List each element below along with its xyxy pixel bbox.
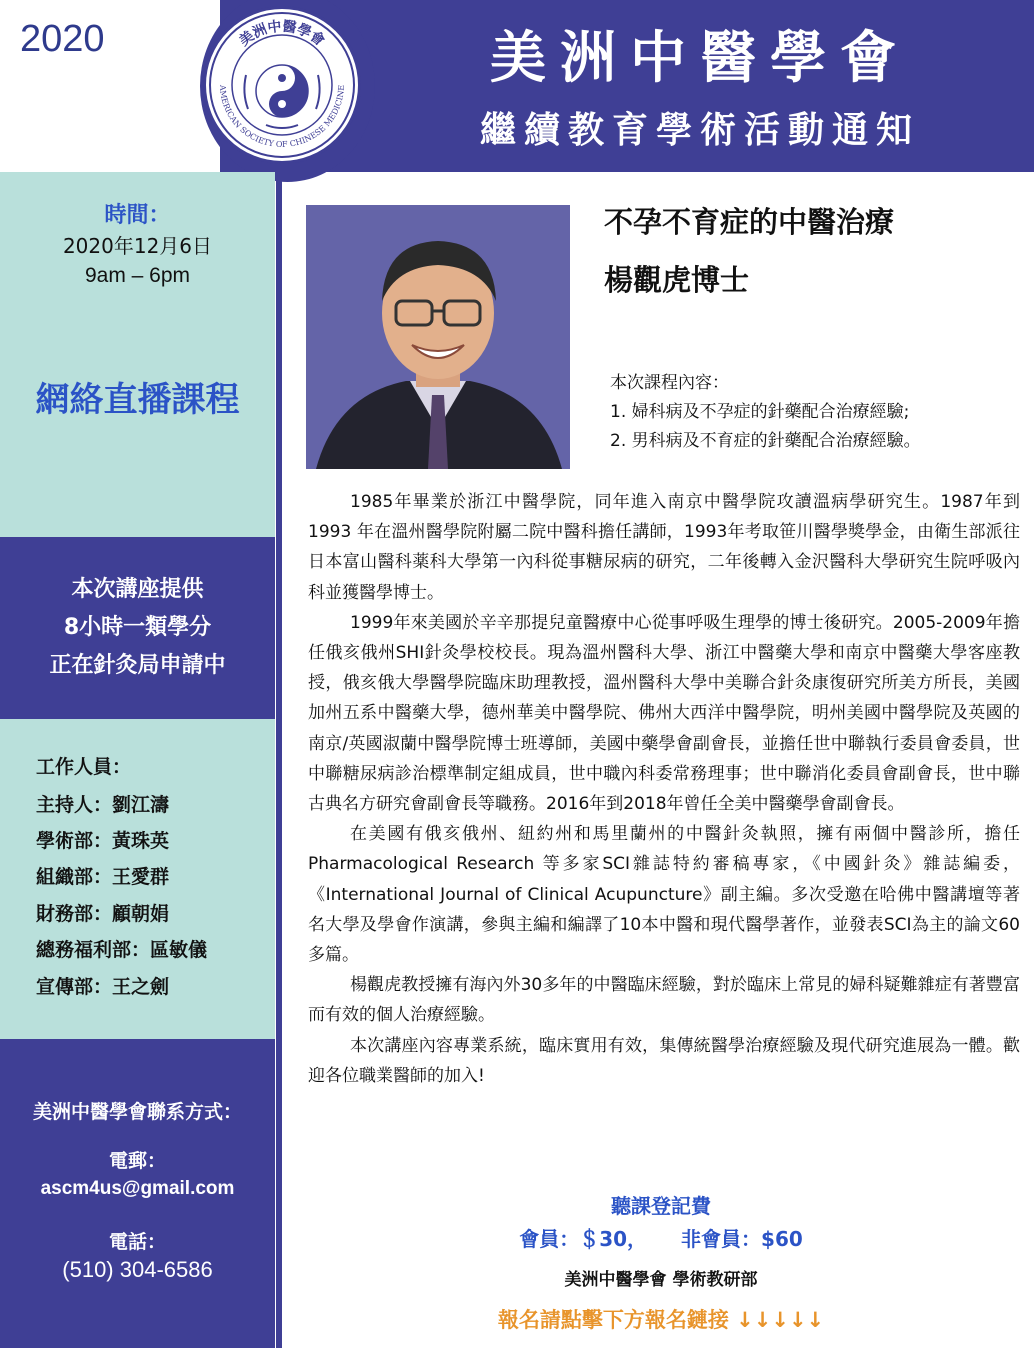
fee-line	[296, 1223, 1026, 1252]
speaker-name: 楊觀虎博士	[604, 263, 750, 297]
header-title: 美洲中醫學會	[490, 26, 910, 91]
staff-item: 總務福利部：區敏儀	[36, 939, 208, 961]
signup-link[interactable]: 報名請點擊下方報名鏈接 ↓↓↓↓↓	[497, 1308, 825, 1332]
speaker-bio	[308, 487, 1020, 1091]
event-hours: 9am – 6pm	[84, 264, 191, 287]
sidebar-divider	[276, 172, 282, 1348]
bio-paragraph: 1985年畢業於浙江中醫學院，同年進入南京中醫學院攻讀溫病學研究生。1987年到1993 年在溫州醫學院附屬二院中醫科擔任講師，1993年考取笹川醫學獎學金，由衛生部派往日本富山醫科薬科大學第一內科從事糖尿病的研究，二年後轉入金沢醫科大學研究生院呼吸內科並獲醫學博士。	[308, 492, 1020, 603]
course-title: 不孕不育症的中醫治療	[604, 205, 895, 239]
staff-item: 主持人：劉江濤	[36, 794, 170, 816]
credit-line: 正在針灸局申請中	[49, 653, 226, 678]
staff-item: 宣傳部：王之劍	[36, 976, 170, 998]
bio-paragraph: 本次講座內容專業系統，臨床實用有效，集傳統醫學治療經驗及現代研究進展為一體。歡迎各位職業醫師的加入!	[308, 1035, 1020, 1086]
speaker-portrait-icon	[306, 205, 570, 469]
phone-label: 電話：	[108, 1231, 166, 1253]
logo-text-top: 美洲中醫學會	[236, 18, 328, 50]
bio-paragraph: 1999年來美國於辛辛那提兒童醫療中心從事呼吸生理學的博士後研究。2005-2009年擔任俄亥俄州SHI針灸學校校長。現為溫州醫科大學、浙江中醫藥大學和南京中醫藥大學客座教授，俄亥俄大學醫學院臨床助理教授，溫州醫科大學中美聯合針灸康復研究所美方所長，美國加州五系中醫藥大學，德州華美中醫學院、佛州大西洋中醫學院，明州美國中醫學院及英國的南京/英國淑蘭中醫學院博士班導師，美國中藥學會副會長，並擔任世中聯執行委員會委員，世中聯糖尿病診治標準制定組成員，世中職內科委常務理事；世中聯消化委員會副會長，世中聯古典名方研究會副會長等職務。2016年到2018年曾任全美中醫藥學會副會長。	[308, 612, 1020, 815]
credit-line: 8小時一類學分	[63, 615, 212, 640]
email-label: 電郵：	[108, 1150, 166, 1172]
credit-line: 本次講座提供	[71, 577, 204, 602]
header	[0, 0, 1034, 172]
staff-heading: 工作人員：	[36, 756, 132, 778]
content-item: 2. 男科病及不育症的針藥配合治療經驗。	[610, 431, 921, 451]
fee-heading: 聽課登記費	[611, 1194, 711, 1218]
bio-paragraph: 在美國有俄亥俄州、紐約州和馬里蘭州的中醫針灸執照，擁有兩個中醫診所，擔任Pharmacological Research 等多家SCI雜誌特約審稿專家，《中國針灸》雜誌編委，《International Journal of Clinical Acupuncture》副主編。多次受邀在哈佛中醫講壇等著名大學及學會作演講，參與主編和編譯了10本中醫和現代醫學著作，並發表SCI為主的論文60多篇。	[308, 824, 1020, 966]
speaker-photo	[306, 205, 570, 469]
staff-item: 組織部：王愛群	[36, 866, 170, 888]
time-label: 時間：	[104, 203, 171, 228]
header-subtitle: 繼續教育學術活動通知	[479, 110, 920, 151]
staff-item: 學術部：黃珠英	[36, 830, 170, 852]
contact-heading: 美洲中醫學會聯系方式：	[32, 1101, 242, 1123]
event-date: 2020年12月6日	[62, 234, 213, 258]
fee-nonmember: 非會員：$60	[681, 1227, 803, 1251]
content-item: 1. 婦科病及不孕症的針藥配合治療經驗;	[610, 402, 910, 422]
organizer: 美洲中醫學會 學術教研部	[564, 1270, 758, 1290]
yin-yang-icon	[206, 9, 358, 161]
society-logo	[203, 6, 361, 164]
phone-number[interactable]: (510) 304-6586	[62, 1257, 213, 1282]
sidebar	[0, 172, 275, 1348]
email-link[interactable]: ascm4us@gmail.com	[40, 1178, 235, 1199]
staff-item: 財務部：顧朝娟	[36, 903, 170, 925]
year-label: 2020	[20, 18, 105, 60]
online-course-label: 網絡直播課程	[35, 380, 240, 420]
bio-paragraph: 楊觀虎教授擁有海內外30多年的中醫臨床經驗，對於臨床上常見的婦科疑難雜症有著豐富而有效的個人治療經驗。	[308, 975, 1020, 1026]
logo-text-ring: AMERICAN SOCIETY OF CHINESE MEDICINE	[217, 84, 347, 150]
fee-member: 會員：＄30，	[519, 1227, 648, 1251]
content-heading: 本次課程內容：	[610, 373, 729, 393]
